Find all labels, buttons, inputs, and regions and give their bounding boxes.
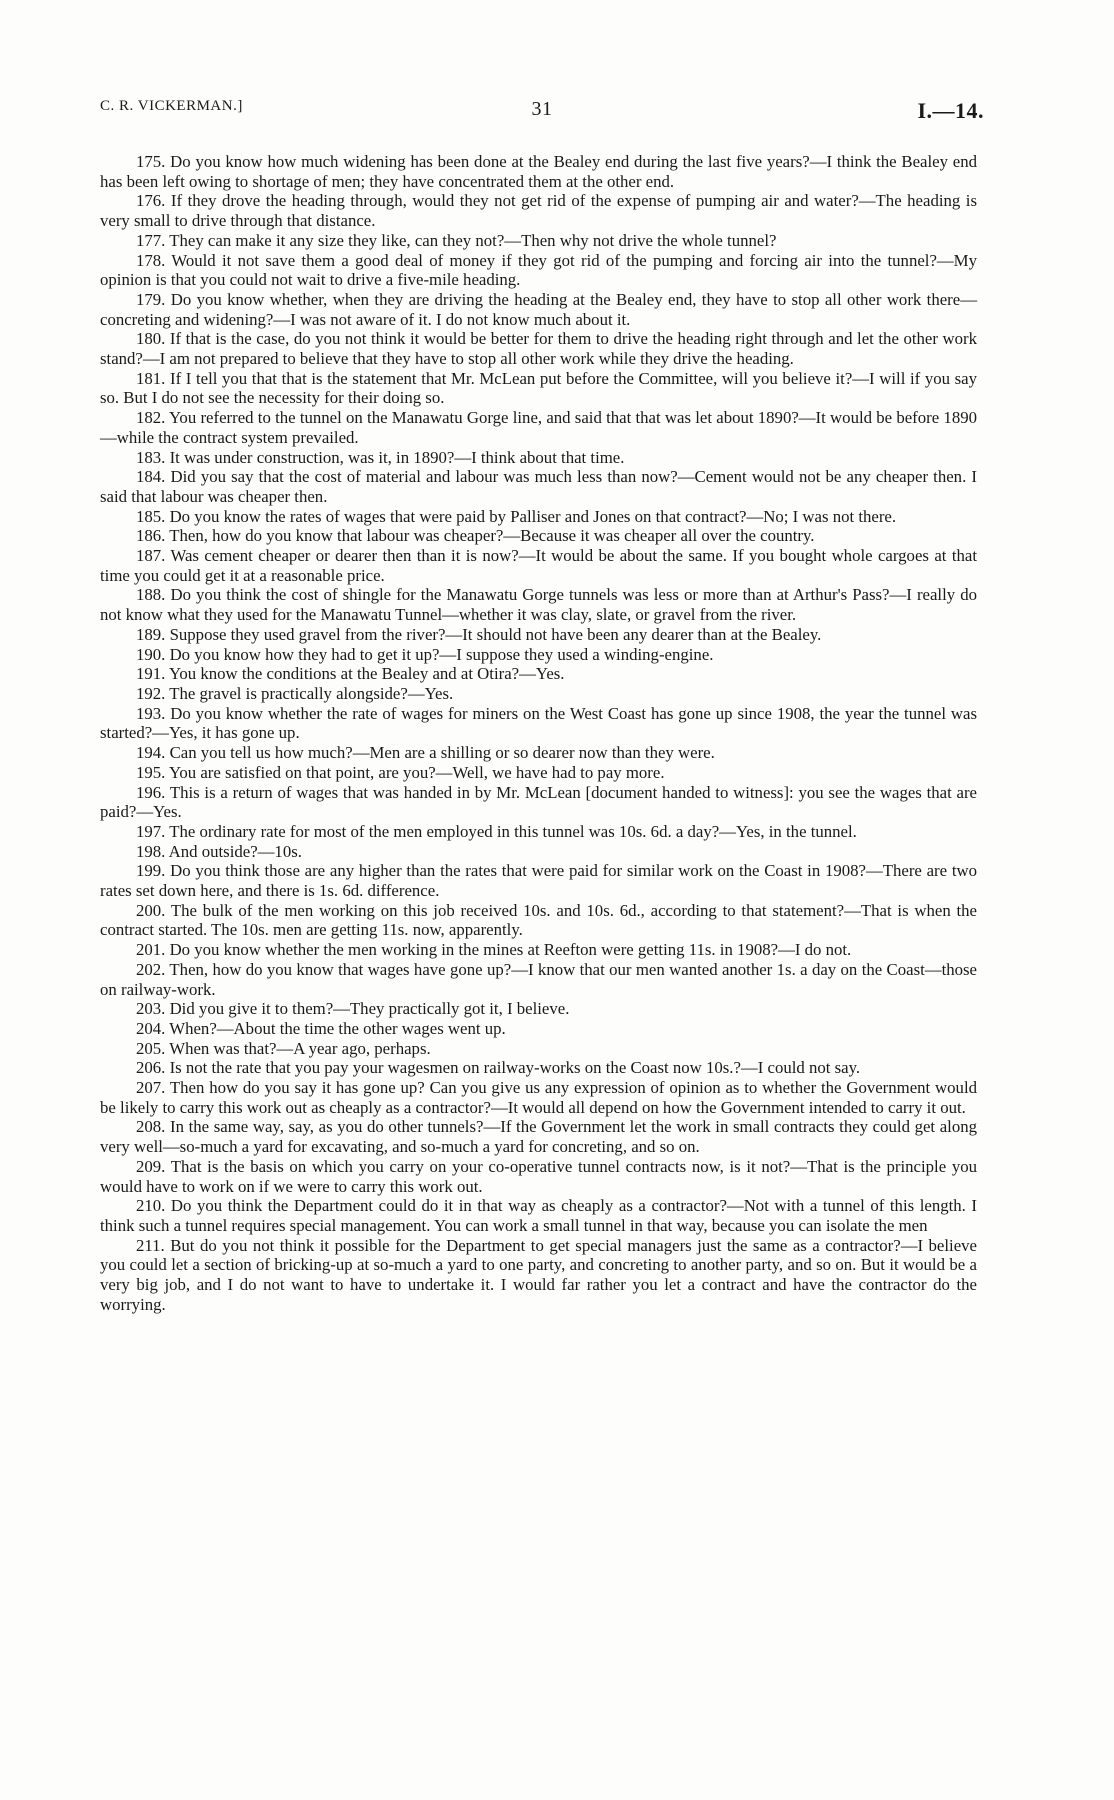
paragraph: 208. In the same way, say, as you do other tunnels?—If the Government let the work in small contracts they could get along very well—so-much a yard for excavating, and so-much a yard for concreting, and so on. <box>100 1117 977 1157</box>
paragraph: 188. Do you think the cost of shingle for the Manawatu Gorge tunnels was less or more than at Arthur's Pass?—I really do not know what they used for the Manawatu Tunnel—whether it was clay, slate, or gravel from the river. <box>100 585 977 625</box>
paragraph: 179. Do you know whether, when they are driving the heading at the Bealey end, they have to stop all other work there—concreting and widening?—I was not aware of it. I do not know much about it. <box>100 289 977 329</box>
paragraph: 186. Then, how do you know that labour was cheaper?—Because it was cheaper all over the country. <box>136 526 815 546</box>
evidence-text <box>100 152 977 1314</box>
paragraph: 200. The bulk of the men working on this job received 10s. and 10s. 6d., according to that statement?—That is when the contract started. The 10s. men are getting 11s. now, apparently. <box>100 900 977 940</box>
paragraph: 175. Do you know how much widening has been done at the Bealey end during the last five years?—I think the Bealey end has been left owing to shortage of men; they have concentrated them at the other end. <box>100 152 977 191</box>
paragraph: 183. It was under construction, was it, in 1890?—I think about that time. <box>136 447 625 467</box>
paragraph: 196. This is a return of wages that was handed in by Mr. McLean [document handed to witness]: you see the wages that are paid?—Yes. <box>100 782 977 822</box>
paragraph: 182. You referred to the tunnel on the Manawatu Gorge line, and said that that was let about 1890?—It would be before 1890—while the contract system prevailed. <box>100 408 977 447</box>
paragraph: 185. Do you know the rates of wages that were paid by Palliser and Jones on that contract?—No; I was not there. <box>136 506 897 526</box>
paragraph: 202. Then, how do you know that wages have gone up?—I know that our men wanted another 1s. a day on the Coast—those on railway-work. <box>100 959 977 999</box>
page-number: 31 <box>531 98 553 120</box>
paragraph: 211. But do you not think it possible for the Department to get special managers just the same as a contractor?—I believe you could let a section of bricking-up at so-much a yard to one party, and concreting to another party, and so on. But it would be a very big job, and I do not want to have to undertake it. I would far rather you let a contract and have the contractor do the worrying. <box>100 1235 977 1314</box>
paragraph: 201. Do you know whether the men working in the mines at Reefton were getting 11s. in 1908?—I do not. <box>136 940 852 960</box>
paragraph: 192. The gravel is practically alongside?—Yes. <box>136 683 454 703</box>
paragraph: 180. If that is the case, do you not think it would be better for them to drive the heading right through and let the other work stand?—I am not prepared to believe that they have to stop all other work while they drive the heading. <box>100 329 977 369</box>
witness-name: C. R. VICKERMAN.] <box>100 98 243 114</box>
paragraph: 207. Then how do you say it has gone up? Can you give us any expression of opinion as to whether the Government would be likely to carry this work out as cheaply as a contractor?—It would all depend on how the Government intended to carry it out. <box>100 1078 977 1117</box>
paragraph: 205. When was that?—A year ago, perhaps. <box>136 1038 431 1058</box>
paragraph: 187. Was cement cheaper or dearer then than it is now?—It would be about the same. If you bought whole cargoes at that time you could get it at a reasonable price. <box>100 546 977 585</box>
paragraph: 194. Can you tell us how much?—Men are a shilling or so dearer now than they were. <box>136 743 715 763</box>
paragraph: 178. Would it not save them a good deal of money if they got rid of the pumping and forcing air into the tunnel?—My opinion is that you could not wait to drive a five-mile heading. <box>100 250 977 290</box>
paragraph: 198. And outside?—10s. <box>136 841 302 861</box>
paragraph: 206. Is not the rate that you pay your wagesmen on railway-works on the Coast now 10s.?—I could not say. <box>136 1058 861 1078</box>
paragraph: 210. Do you think the Department could do it in that way as cheaply as a contractor?—Not with a tunnel of this length. I think such a tunnel requires special management. You can work a small tunnel in that way, because you can isolate the men <box>100 1196 977 1235</box>
paragraph: 199. Do you think those are any higher than the rates that were paid for similar work on the Coast in 1908?—There are two rates set down here, and there is 1s. 6d. difference. <box>100 861 977 901</box>
paragraph: 181. If I tell you that that is the statement that Mr. McLean put before the Committee, will you believe it?—I will if you say so. But I do not see the necessity for their doing so. <box>100 368 977 408</box>
paragraph: 193. Do you know whether the rate of wages for miners on the West Coast has gone up since 1908, the year the tunnel was started?—Yes, it has gone up. <box>100 703 977 743</box>
paragraph: 184. Did you say that the cost of material and labour was much less than now?—Cement would not be any cheaper then. I said that labour was cheaper then. <box>100 467 977 506</box>
paper-reference: I.—14. <box>917 98 984 123</box>
paragraph: 203. Did you give it to them?—They practically got it, I believe. <box>136 999 570 1019</box>
paragraph: 176. If they drove the heading through, would they not get rid of the expense of pumping air and water?—The heading is very small to drive through that distance. <box>100 191 977 231</box>
paragraph: 190. Do you know how they had to get it up?—I suppose they used a winding-engine. <box>136 644 714 664</box>
paragraph: 204. When?—About the time the other wages went up. <box>136 1018 506 1038</box>
paragraph: 191. You know the conditions at the Bealey and at Otira?—Yes. <box>136 664 565 684</box>
paragraph: 197. The ordinary rate for most of the men employed in this tunnel was 10s. 6d. a day?—Yes, in the tunnel. <box>136 821 857 841</box>
page-header <box>100 98 984 128</box>
paragraph: 209. That is the basis on which you carry on your co-operative tunnel contracts now, is it not?—That is the principle you would have to work on if we were to carry this work out. <box>100 1156 977 1196</box>
paragraph: 189. Suppose they used gravel from the river?—It should not have been any dearer than at the Bealey. <box>136 624 822 644</box>
paragraph: 195. You are satisfied on that point, are you?—Well, we have had to pay more. <box>136 762 665 782</box>
paragraph: 177. They can make it any size they like, can they not?—Then why not drive the whole tunnel? <box>136 230 777 250</box>
